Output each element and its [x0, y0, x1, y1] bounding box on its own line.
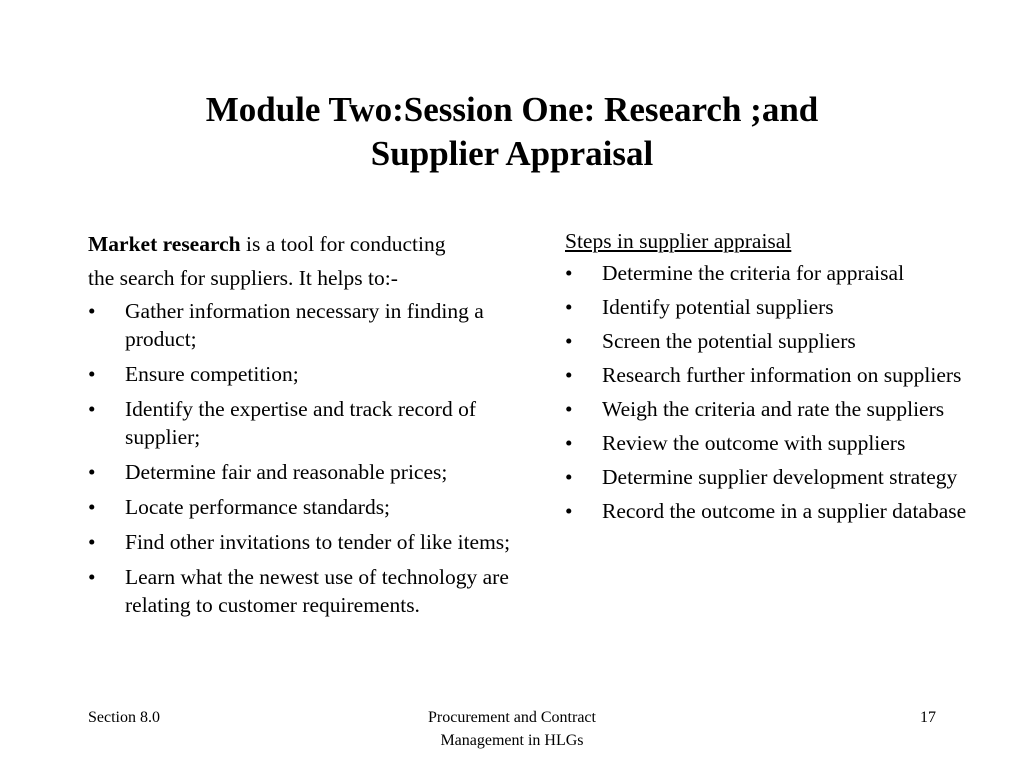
footer-title-line-2: Management in HLGs — [440, 732, 584, 749]
list-item — [565, 497, 985, 525]
list-item — [565, 361, 985, 389]
supplier-appraisal-steps — [565, 259, 985, 525]
footer-section-label: Section 8.0 — [88, 709, 160, 726]
list-item-text: Record the outcome in a supplier database — [602, 499, 967, 523]
list-item-text: Find other invitations to tender of like items; — [125, 530, 511, 554]
list-item-text: Learn what the newest use of technology are relating to customer requirements. — [125, 565, 509, 617]
page-number: 17 — [920, 709, 936, 726]
list-item-text: Gather information necessary in finding a product; — [125, 299, 484, 351]
list-item — [88, 360, 548, 388]
right-column — [565, 227, 985, 525]
supplier-appraisal-heading: Steps in supplier appraisal — [565, 229, 792, 253]
intro-text-line-2: the search for suppliers. It helps to:- — [88, 266, 398, 290]
bullet-icon: • — [88, 565, 96, 589]
market-research-term: Market research — [88, 232, 241, 256]
list-item-text: Identify the expertise and track record of supplier; — [125, 397, 477, 449]
bullet-icon: • — [88, 495, 96, 519]
bullet-icon: • — [88, 397, 96, 421]
bullet-icon: • — [565, 261, 573, 285]
list-item — [565, 293, 985, 321]
slide-title — [60, 88, 964, 176]
bullet-icon: • — [565, 329, 573, 353]
left-column — [88, 227, 548, 619]
list-item — [88, 563, 548, 619]
list-item-text: Weigh the criteria and rate the suppliers — [602, 397, 945, 421]
list-item-text: Ensure competition; — [125, 362, 299, 386]
list-item — [565, 463, 985, 491]
list-item — [565, 395, 985, 423]
list-item — [88, 493, 548, 521]
footer-title — [392, 706, 632, 752]
list-item — [88, 395, 548, 451]
list-item — [565, 327, 985, 355]
list-item — [88, 458, 548, 486]
slide-title-line-2: Supplier Appraisal — [370, 134, 654, 173]
market-research-list — [88, 297, 548, 619]
bullet-icon: • — [88, 460, 96, 484]
list-item-text: Screen the potential suppliers — [602, 329, 856, 353]
bullet-icon: • — [565, 499, 573, 523]
list-item — [565, 259, 985, 287]
list-item-text: Determine fair and reasonable prices; — [125, 460, 448, 484]
list-item-text: Determine supplier development strategy — [602, 465, 958, 489]
list-item-text: Locate performance standards; — [125, 495, 391, 519]
bullet-icon: • — [88, 362, 96, 386]
intro-text-line-1: is a tool for conducting — [240, 232, 446, 256]
list-item-text: Research further information on suppliers — [602, 363, 962, 387]
list-item-text: Identify potential suppliers — [602, 295, 834, 319]
bullet-icon: • — [565, 397, 573, 421]
market-research-intro — [88, 227, 548, 295]
bullet-icon: • — [88, 530, 96, 554]
list-item-text: Determine the criteria for appraisal — [602, 261, 905, 285]
list-item — [88, 297, 548, 353]
bullet-icon: • — [565, 431, 573, 455]
bullet-icon: • — [565, 465, 573, 489]
bullet-icon: • — [565, 295, 573, 319]
list-item — [565, 429, 985, 457]
bullet-icon: • — [565, 363, 573, 387]
footer-title-line-1: Procurement and Contract — [428, 709, 596, 726]
list-item — [88, 528, 548, 556]
list-item-text: Review the outcome with suppliers — [602, 431, 906, 455]
bullet-icon: • — [88, 299, 96, 323]
slide-title-line-1: Module Two:Session One: Research ;and — [205, 90, 819, 129]
